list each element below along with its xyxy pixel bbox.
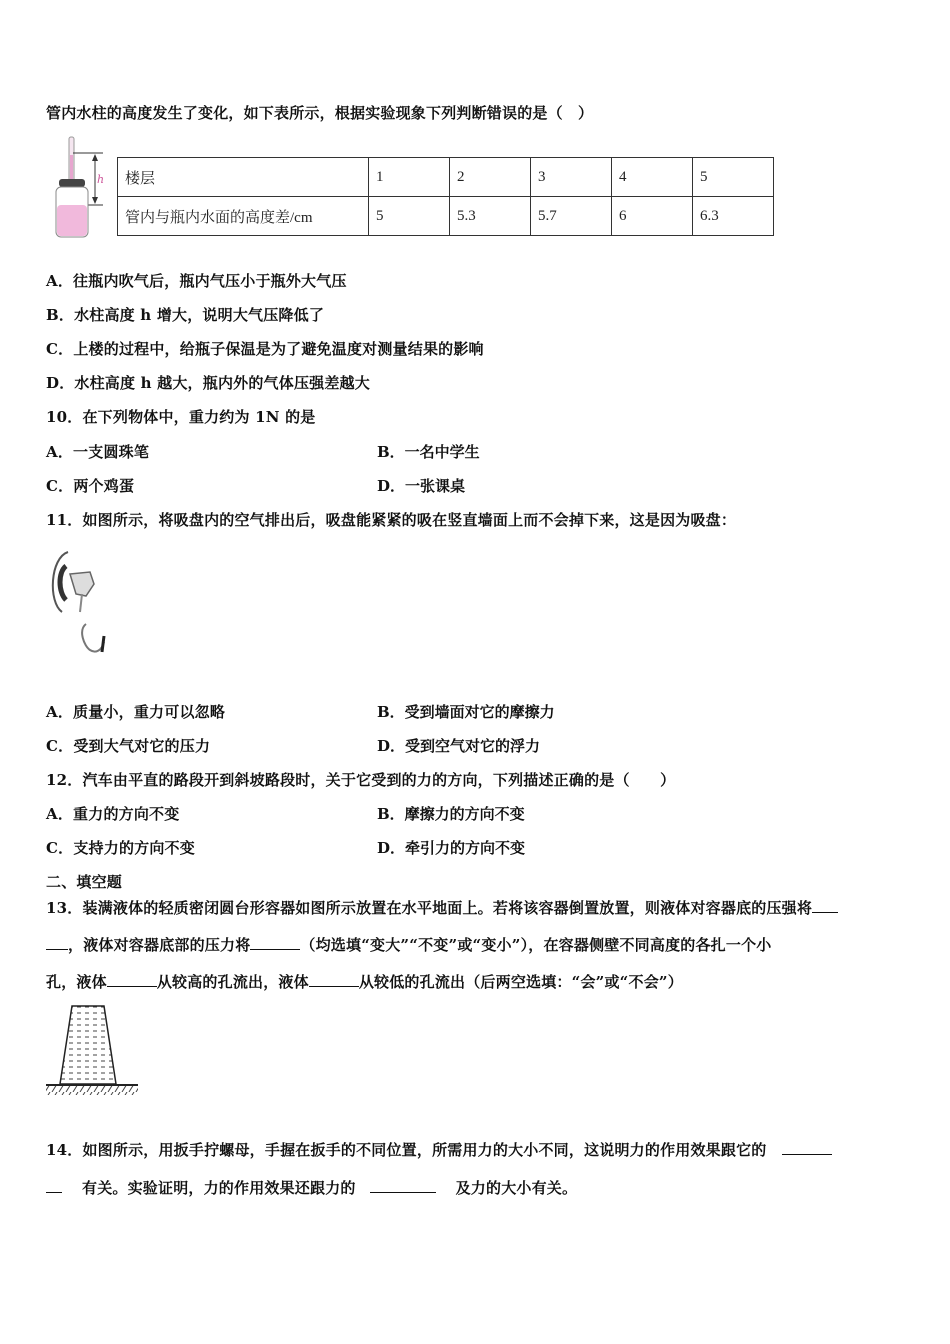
q12-stem: 12．汽车由平直的路段开到斜坡路段时，关于它受到的力的方向，下列描述正确的是（ ） [46, 771, 676, 789]
q12-option-d: D．牵引力的方向不变 [377, 839, 526, 857]
table-cell: 5.3 [450, 197, 531, 236]
answer-blank[interactable] [782, 1140, 832, 1155]
q14-line-2: 有关。实验证明，力的作用效果还跟力的 及力的大小有关。 [46, 1177, 577, 1198]
q10-option-c: C．两个鸡蛋 [46, 477, 135, 495]
q11-stem: 11．如图所示，将吸盘内的空气排出后，吸盘能紧紧的吸在竖直墙面上而不会掉下来，这是因为吸盘： [46, 511, 737, 529]
q13-line-3: 孔，液体 从较高的孔流出，液体 从较低的孔流出（后两空选填：“会”或“不会”） [46, 973, 683, 991]
answer-blank[interactable] [46, 935, 68, 950]
table-cell: 5 [369, 197, 450, 236]
svg-text:h: h [97, 173, 105, 186]
q14-line-1: 14．如图所示，用扳手拧螺母，手握在扳手的不同位置，所需用力的大小不同，这说明力的作用效果跟它的 [46, 1139, 832, 1160]
table-cell: 6.3 [693, 197, 774, 236]
q11-option-d: D．受到空气对它的浮力 [377, 737, 541, 755]
q11-option-c: C．受到大气对它的压力 [46, 737, 211, 755]
table-cell: 管内与瓶内水面的高度差/cm [118, 197, 369, 236]
answer-blank[interactable] [309, 972, 359, 987]
q11-option-a: A．质量小，重力可以忽略 [46, 703, 226, 721]
table-row [118, 158, 774, 197]
q9-option-a: A．往瓶内吹气后，瓶内气压小于瓶外大气压 [46, 272, 347, 290]
q13-line-2: ，液体对容器底部的压力将 （均选填“变大”“不变”或“变小”），在容器侧壁不同高度的各扎一个小 [46, 934, 771, 955]
answer-blank[interactable] [370, 1178, 436, 1193]
answer-blank[interactable] [46, 1178, 62, 1193]
q12-option-c: C．支持力的方向不变 [46, 839, 195, 857]
q9-option-c: C．上楼的过程中，给瓶子保温是为了避免温度对测量结果的影响 [46, 340, 484, 358]
section-heading: 二、填空题 [46, 873, 123, 891]
suction-cup-hook-figure [46, 550, 118, 662]
question-intro: 管内水柱的高度发生了变化，如下表所示，根据实验现象下列判断错误的是（ ） [46, 104, 594, 122]
table-row [118, 197, 774, 236]
answer-blank[interactable] [107, 972, 157, 987]
table-cell: 3 [531, 158, 612, 197]
table-cell: 4 [612, 158, 693, 197]
bottle-tube-figure [48, 135, 114, 241]
q9-option-b: B．水柱高度 h 增大，说明大气压降低了 [46, 306, 325, 324]
q10-option-b: B．一名中学生 [377, 443, 480, 461]
q10-option-d: D．一张课桌 [377, 477, 466, 495]
table-cell: 1 [369, 158, 450, 197]
q10-stem: 10．在下列物体中，重力约为 1N 的是 [46, 408, 316, 426]
table-cell: 5.7 [531, 197, 612, 236]
q13-line-1: 13．装满液体的轻质密闭圆台形容器如图所示放置在水平地面上。若将该容器倒置放置，则液体对容器底的压强将 [46, 897, 838, 918]
q12-option-b: B．摩擦力的方向不变 [377, 805, 525, 823]
height-difference-table [117, 157, 774, 236]
truncated-cone-container-figure [44, 1004, 140, 1098]
q10-option-a: A．一支圆珠笔 [46, 443, 150, 461]
table-cell: 2 [450, 158, 531, 197]
table-cell: 6 [612, 197, 693, 236]
q12-option-a: A．重力的方向不变 [46, 805, 180, 823]
q9-option-d: D．水柱高度 h 越大，瓶内外的气体压强差越大 [46, 374, 370, 392]
table-cell: 楼层 [118, 158, 369, 197]
table-cell: 5 [693, 158, 774, 197]
q11-option-b: B．受到墙面对它的摩擦力 [377, 703, 555, 721]
answer-blank[interactable] [250, 935, 300, 950]
answer-blank[interactable] [812, 898, 838, 913]
